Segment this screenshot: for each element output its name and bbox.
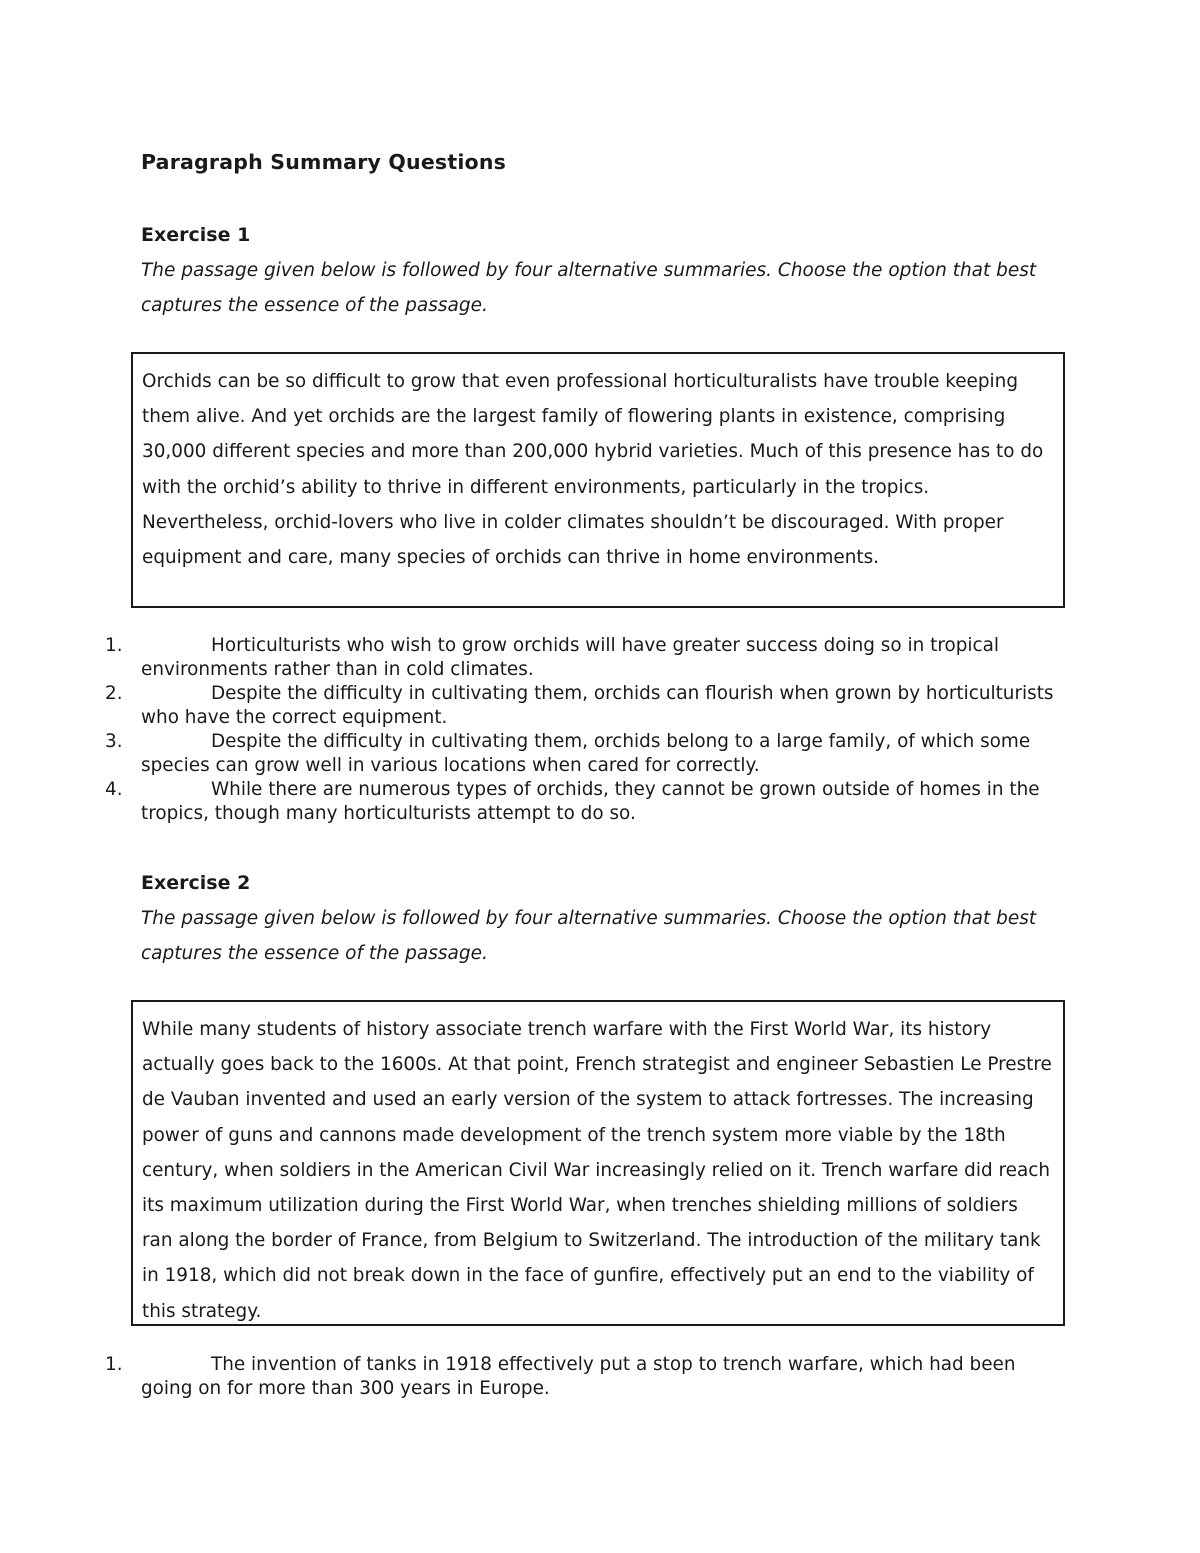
exercise-1-passage-text: Orchids can be so difficult to grow that even professional horticulturalists have trouble keeping them alive. And yet orchids are the largest family of flowering plants in existence, comprising 30,000 different species and more than 200,000 hybrid varieties. Much of this presence has to do with the orchid’s ability to thrive in different environments, particularly in the tropics. Nevertheless, orchid-lovers who live in colder climates shouldn’t be discouraged. With proper equipment and care, many species of orchids can thrive in home environments. [142,371,1044,569]
option-text: The invention of tanks in 1918 effectively put a stop to trench warfare, which had been going on for more than 300 years in Europe. [141,1354,1016,1399]
option-number: 1. [105,1354,123,1375]
option-number: 1. [105,635,123,656]
page-title: Paragraph Summary Questions [141,150,507,174]
exercise-2-options [0,1353,1200,1401]
exercise-1-options [0,634,1200,826]
option-number: 2. [105,683,123,704]
exercise-2-passage-text: While many students of history associate trench warfare with the First World War, its history actually goes back to the 1600s. At that point, French strategist and engineer Sebastien Le Prestre de Vauban invented and used an early version of the system to attack fortresses. The increasing power of guns and cannons made development of the trench system more viable by the 18th century, when soldiers in the American Civil War increasingly relied on it. Trench warfare did reach its maximum utilization during the First World War, when trenches shielding millions of soldiers ran along the border of France, from Belgium to Switzerland. The introduction of the military tank in 1918, which did not break down in the face of gunfire, effectively put an end to the viability of this strategy. [142,1019,1052,1322]
exercise-2-option-1 [0,1353,1071,1401]
option-text: While there are numerous types of orchids, they cannot be grown outside of homes in the tropics, though many horticulturists attempt to do so. [141,779,1040,824]
option-text: Despite the difficulty in cultivating them, orchids belong to a large family, of which some species can grow well in various locations when cared for correctly. [141,731,1031,776]
exercise-1-passage-box [131,352,1065,608]
exercise-2-passage-box [131,1000,1065,1326]
option-number: 4. [105,779,123,800]
exercise-1-option-2 [0,682,1071,730]
option-number: 3. [105,731,123,752]
exercise-2-instruction: The passage given below is followed by four alternative summaries. Choose the option that best captures the essence of the passage. [141,908,1037,964]
exercise-2-heading: Exercise 2 [141,872,251,894]
option-text: Despite the difficulty in cultivating them, orchids can flourish when grown by horticulturists who have the correct equipment. [141,683,1054,728]
exercise-1-instruction: The passage given below is followed by four alternative summaries. Choose the option that best captures the essence of the passage. [141,260,1037,316]
exercise-1-heading: Exercise 1 [141,224,251,246]
option-text: Horticulturists who wish to grow orchids will have greater success doing so in tropical environments rather than in cold climates. [141,635,999,680]
exercise-1-option-1 [0,634,1071,682]
exercise-1-option-3 [0,730,1071,778]
exercise-1-option-4 [0,778,1071,826]
